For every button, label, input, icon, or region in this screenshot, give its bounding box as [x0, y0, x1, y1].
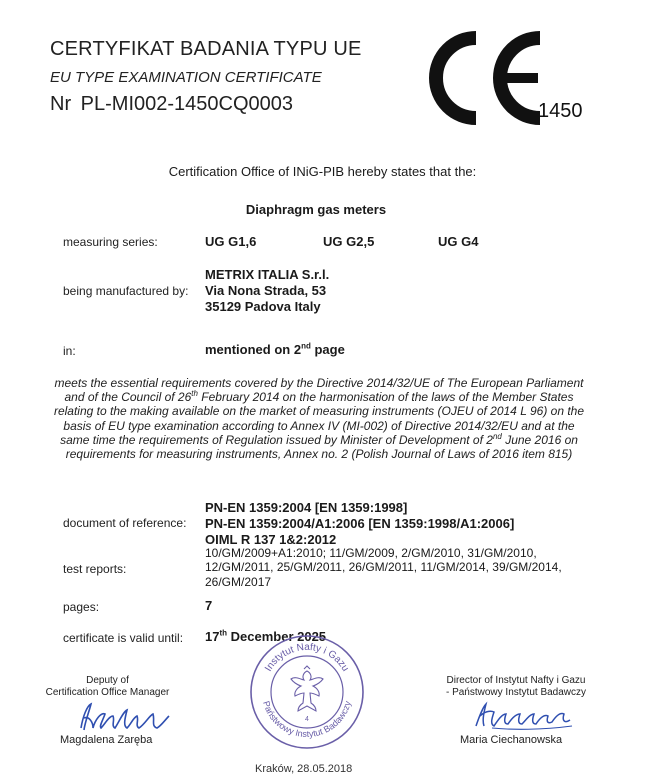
manufacturer-line: Via Nona Strada, 53 [205, 283, 327, 298]
test-report-line: 10/GM/2009+A1:2010; 11/GM/2009, 2/GM/2010, 31/GM/2010, [205, 546, 537, 560]
pages-label: pages: [63, 600, 100, 614]
stamp-bottom-text: Państwowy Instytut Badawczy [261, 699, 353, 740]
location-text-end: page [310, 342, 345, 357]
certificate-subtitle: EU TYPE EXAMINATION CERTIFICATE [50, 69, 322, 86]
stamp-number: 4 [305, 716, 309, 723]
right-title-line: - Państwowy Instytut Badawczy [445, 687, 587, 698]
validity-month-year: December 2025 [227, 629, 327, 644]
pages-value: 7 [205, 598, 213, 613]
reference-label: document of reference: [63, 516, 187, 530]
paragraph-part: February 2014 on the harmonisation of the laws of the Member States relating to the making available on the market of measuring instruments (OJEU of 2014 L 96) on the basis of EU type examination according to Annex IV (MI-002) of Directive 2014/32/EU and at the same time the requirements of Regulation issued by Minister of Development of 2 [53, 390, 585, 447]
paragraph-sup: nd [492, 431, 502, 441]
series-item: UG G2,5 [323, 234, 375, 249]
validity-sup: th [219, 628, 228, 638]
manufacturer-line: 35129 Padova Italy [205, 299, 321, 314]
measuring-series-label: measuring series: [63, 235, 158, 249]
cert-prefix: Nr [50, 93, 72, 115]
location-text: mentioned on 2 [205, 342, 302, 357]
issue-place-date: Kraków, 28.05.2018 [255, 763, 353, 775]
right-signatory-title [440, 675, 592, 699]
validity-day: 17 [205, 629, 220, 644]
certificate-number [50, 93, 293, 116]
test-reports-label: test reports: [63, 562, 127, 576]
notified-body-number: 1450 [538, 100, 583, 122]
manufacturer-label: being manufactured by: [63, 284, 189, 298]
right-signatory-name: Maria Ciechanowska [460, 734, 563, 746]
product-name: Diaphragm gas meters [245, 202, 387, 217]
location-label: in: [63, 344, 76, 358]
reference-line: PN-EN 1359:2004 [EN 1359:1998] [205, 500, 408, 515]
intro-statement: Certification Office of INiG-PIB hereby states that the: [168, 164, 477, 179]
location-sup: nd [301, 341, 311, 351]
series-item: UG G1,6 [205, 234, 257, 249]
directive-paragraph [50, 376, 588, 461]
manufacturer-line: METRIX ITALIA S.r.l. [205, 267, 330, 282]
reference-documents [205, 500, 514, 548]
validity-label: certificate is valid until: [63, 631, 184, 645]
reference-line: PN-EN 1359:2004/A1:2006 [EN 1359:1998/A1:2006] [205, 516, 515, 531]
test-report-line: 26/GM/2017 [205, 574, 272, 589]
left-handwritten-signature [75, 698, 175, 734]
certificate-title: CERTYFIKAT BADANIA TYPU UE [50, 38, 362, 60]
left-title-line: Deputy of [86, 675, 129, 686]
reference-line: OIML R 137 1&2:2012 [205, 532, 337, 547]
stamp-top-text: Instytut Nafty i Gazu [263, 642, 351, 674]
left-title-line: Certification Office Manager [45, 687, 170, 698]
cert-number-value: PL-MI002-1450CQ0003 [80, 93, 294, 115]
left-signatory-title [40, 675, 175, 699]
paragraph-sup: th [191, 389, 198, 399]
eagle-emblem-icon [291, 666, 323, 711]
location-value [205, 342, 345, 357]
manufacturer-address [205, 267, 329, 315]
right-title-line: Director of Instytut Nafty i Gazu [446, 675, 586, 686]
right-handwritten-signature [472, 700, 577, 732]
test-reports-list [205, 546, 585, 589]
left-signatory-name: Magdalena Zaręba [60, 734, 153, 746]
series-item: UG G4 [438, 234, 479, 249]
test-report-line: 12/GM/2011, 25/GM/2011, 26/GM/2011, 11/GM/2014, 39/GM/2014, [205, 560, 562, 575]
paragraph-part: meets the essential requirements covered by the Directive 2014/32/UE of The European Parliament and of the Council of 26 [54, 376, 584, 405]
svg-text:Instytut Nafty i Gazu [263, 642, 351, 674]
paragraph-part: June 2016 on requirements for measuring instruments, Annex no. 2 (Polish Journal of Laws of 2016 item 815) [65, 432, 578, 462]
official-stamp-seal [248, 633, 366, 751]
